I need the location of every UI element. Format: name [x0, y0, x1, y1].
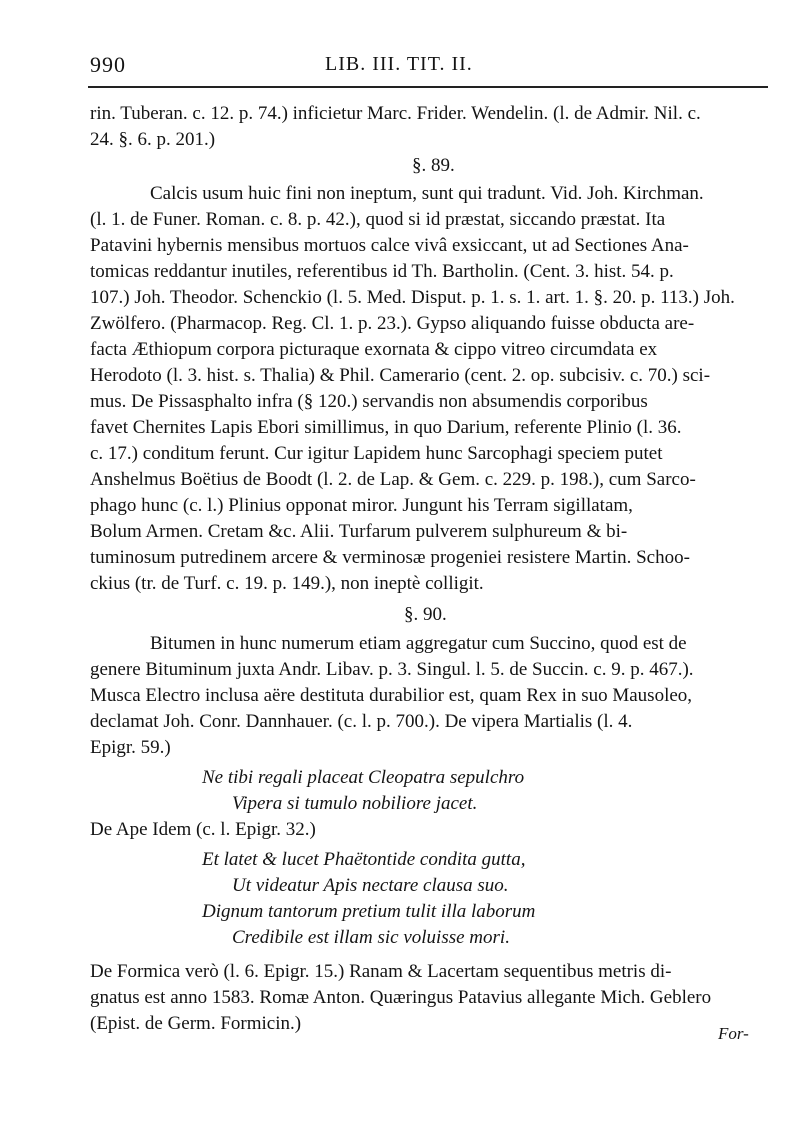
text-line: phago hunc (c. l.) Plinius opponat miror. Jungunt his Terram sigillatam, — [90, 495, 633, 516]
text-line: tuminosum putredinem arcere & verminosæ progeniei resistere Martin. Schoo- — [90, 547, 690, 568]
verse-line: Vipera si tumulo nobiliore jacet. — [232, 793, 478, 814]
text-line: (l. 1. de Funer. Roman. c. 8. p. 42.), quod si id præstat, siccando præstat. Ita — [90, 209, 666, 230]
text-line: c. 17.) conditum ferunt. Cur igitur Lapidem hunc Sarcophagi speciem putet — [90, 443, 663, 464]
text-line: mus. De Pissasphalto infra (§ 120.) servandis non absumendis corporibus — [90, 391, 648, 412]
text-line: De Formica verò (l. 6. Epigr. 15.) Ranam & Lacertam sequentibus metris di- — [90, 961, 672, 982]
header-rule — [88, 86, 768, 88]
catchword: For- — [718, 1024, 749, 1043]
text-line: Musca Electro inclusa aëre destituta durabilior est, quam Rex in suo Mausoleo, — [90, 685, 693, 706]
text-line: Bitumen in hunc numerum etiam aggregatur cum Succino, quod est de — [150, 633, 687, 654]
text-line: Calcis usum huic fini non ineptum, sunt qui tradunt. Vid. Joh. Kirchman. — [150, 183, 704, 204]
text-line: declamat Joh. Conr. Dannhauer. (c. l. p. 700.). De vipera Martialis (l. 4. — [90, 711, 633, 732]
verse-line: Ut videatur Apis nectare clausa suo. — [232, 875, 509, 896]
text-line: rin. Tuberan. c. 12. p. 74.) inficietur Marc. Frider. Wendelin. (l. de Admir. Nil. c. — [90, 103, 701, 124]
text-line: Herodoto (l. 3. hist. s. Thalia) & Phil. Camerario (cent. 2. op. subcisiv. c. 70.) sci- — [90, 365, 711, 386]
text-line: ckius (tr. de Turf. c. 19. p. 149.), non ineptè colligit. — [90, 573, 484, 594]
verse-line: Dignum tantorum pretium tulit illa laborum — [202, 901, 536, 922]
text-line: gnatus est anno 1583. Romæ Anton. Quæringus Patavius allegante Mich. Geblero — [90, 987, 712, 1008]
page-number: 990 — [90, 52, 126, 77]
text-line: 24. §. 6. p. 201.) — [90, 129, 216, 150]
verse-line: Et latet & lucet Phaëtontide condita gutta, — [202, 849, 526, 870]
text-line: Zwölfero. (Pharmacop. Reg. Cl. 1. p. 23.). Gypso aliquando fuisse obducta are- — [90, 313, 695, 334]
text-line: genere Bituminum juxta Andr. Libav. p. 3. Singul. l. 5. de Succin. c. 9. p. 467.). — [90, 659, 694, 680]
running-title: LIB. III. TIT. II. — [325, 53, 473, 75]
text-line: tomicas reddantur inutiles, referentibus id Th. Bartholin. (Cent. 3. hist. 54. p. — [90, 261, 674, 282]
text-line: 107.) Joh. Theodor. Schenckio (l. 5. Med. Disput. p. 1. s. 1. art. 1. §. 20. p. 113.) Joh. — [90, 287, 735, 308]
section-heading-89: §. 89. — [412, 155, 455, 176]
text-line: Epigr. 59.) — [90, 737, 171, 758]
text-line: facta Æthiopum corpora picturaque exornata & cippo vitreo circumdata ex — [90, 339, 658, 360]
section-heading-90: §. 90. — [404, 604, 447, 625]
verse-line: Ne tibi regali placeat Cleopatra sepulchro — [202, 767, 525, 788]
text-line: Bolum Armen. Cretam &c. Alii. Turfarum pulverem sulphureum & bi- — [90, 521, 628, 542]
verse-line: Credibile est illam sic voluisse mori. — [232, 927, 510, 948]
text-line: De Ape Idem (c. l. Epigr. 32.) — [90, 819, 316, 840]
text-line: (Epist. de Germ. Formicin.) — [90, 1013, 302, 1034]
text-line: Patavini hybernis mensibus mortuos calce vivâ exsiccant, ut ad Sectiones Ana- — [90, 235, 689, 256]
text-line: Anshelmus Boëtius de Boodt (l. 2. de Lap. & Gem. c. 229. p. 198.), cum Sarco- — [90, 469, 696, 490]
text-line: favet Chernites Lapis Ebori simillimus, in quo Darium, referente Plinio (l. 36. — [90, 417, 682, 438]
